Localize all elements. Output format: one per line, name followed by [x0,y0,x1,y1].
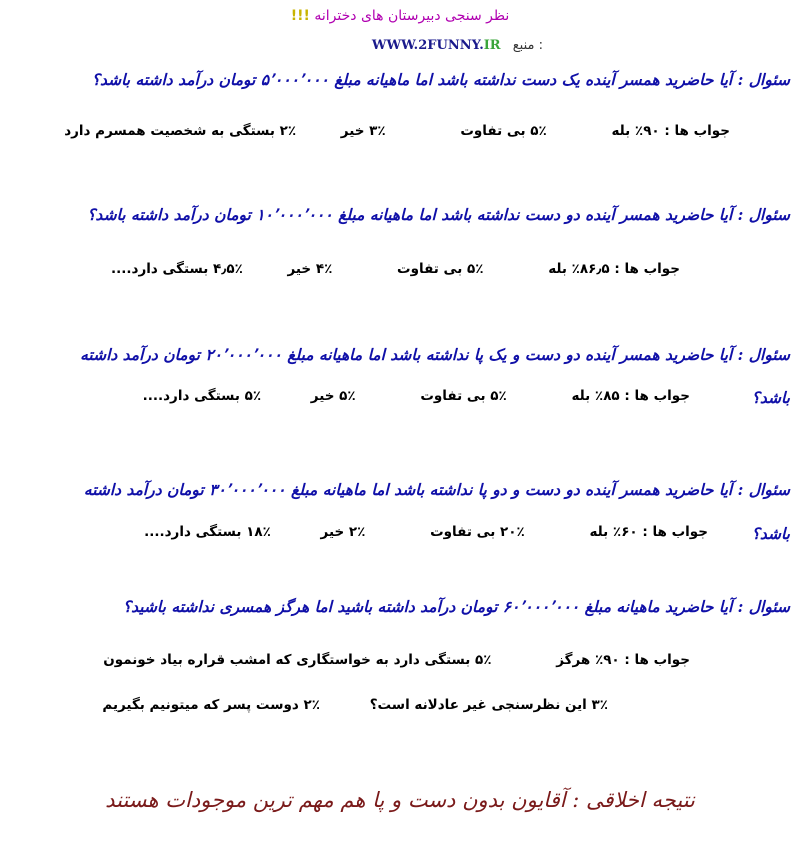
answer-1-no: ۳٪ خیر [340,123,386,139]
moral-conclusion: نتیجه اخلاقی : آقایون بدون دست و پا هم مهم ترین موجودات هستند [105,788,695,812]
question-3-cont: باشد؟ [751,388,790,407]
question-3: سئوال : آیا حاضرید همسر آینده دو دست و یک پا نداشته باشد اما ماهیانه مبلغ ۲۰٬۰۰۰٬۰۰۰ تومان درآمد داشته [80,345,790,364]
source-label: منبع : [512,38,543,53]
source-site-link[interactable]: WWW.2FUNNY.IR [371,38,501,53]
answers-5-row1 [103,652,690,668]
answer-4-no: ۲٪ خیر [320,524,366,540]
question-4: سئوال : آیا حاضرید همسر آینده دو دست و دو پا نداشته باشد اما ماهیانه مبلغ ۳۰٬۰۰۰٬۰۰۰ تومان درآمد داشته [83,480,790,499]
source-line [372,38,543,53]
answer-5-never: جواب ها : ۹۰٪ هرگز [556,652,690,668]
answers-4 [144,524,708,540]
answers-5-row2 [102,697,608,713]
answer-2-depends: ۴٫۵٪ بستگی دارد.... [111,261,243,277]
answer-3-yes: جواب ها : ۸۵٪ بله [571,388,690,404]
answer-5-boyfriend: ۲٪ دوست پسر که میتونیم بگیریم [102,697,320,713]
answer-1-indifferent: ۵٪ بی تفاوت [460,123,547,139]
question-1: سئوال : آیا حاضرید همسر آینده یک دست نداشته باشد اما ماهیانه مبلغ ۵٬۰۰۰٬۰۰۰ تومان درآمد داشته باشد؟ [91,70,790,89]
title-text: نظر سنجی دبیرستان های دخترانه [314,8,510,24]
answer-4-indifferent: ۲۰٪ بی تفاوت [430,524,525,540]
answer-4-yes: جواب ها : ۶۰٪ بله [589,524,708,540]
answers-1 [64,123,730,139]
question-2: سئوال : آیا حاضرید همسر آینده دو دست نداشته باشد اما ماهیانه مبلغ ۱۰٬۰۰۰٬۰۰۰ تومان درآمد داشته باشد؟ [87,205,790,224]
answer-4-depends: ۱۸٪ بستگی دارد.... [144,524,271,540]
answer-2-no: ۴٪ خیر [287,261,333,277]
answer-3-indifferent: ۵٪ بی تفاوت [420,388,507,404]
answer-2-indifferent: ۵٪ بی تفاوت [397,261,484,277]
answer-3-depends: ۵٪ بستگی دارد.... [142,388,262,404]
answer-1-depends: ۲٪ بستگی به شخصیت همسرم دارد [64,123,297,139]
title-exclamation: !!! [290,8,310,24]
answers-2 [111,261,680,277]
answer-3-no: ۵٪ خیر [310,388,356,404]
answer-2-yes: جواب ها : ۸۶٫۵٪ بله [548,261,680,277]
answer-5-suitor: ۵٪ بستگی دارد به خواستگاری که امشب قراره بیاد خونمون [103,652,492,668]
answer-1-yes: جواب ها : ۹۰٪ بله [611,123,730,139]
answer-5-unfair: ۳٪ این نظرسنجی غیر عادلانه است؟ [369,697,608,713]
page-title [0,8,800,24]
question-5: سئوال : آیا حاضرید ماهیانه مبلغ ۶۰٬۰۰۰٬۰۰۰ تومان درآمد داشته باشید اما هرگز همسری نداشته باشید؟ [122,597,790,616]
answers-3 [143,388,690,404]
question-4-cont: باشد؟ [751,524,790,543]
